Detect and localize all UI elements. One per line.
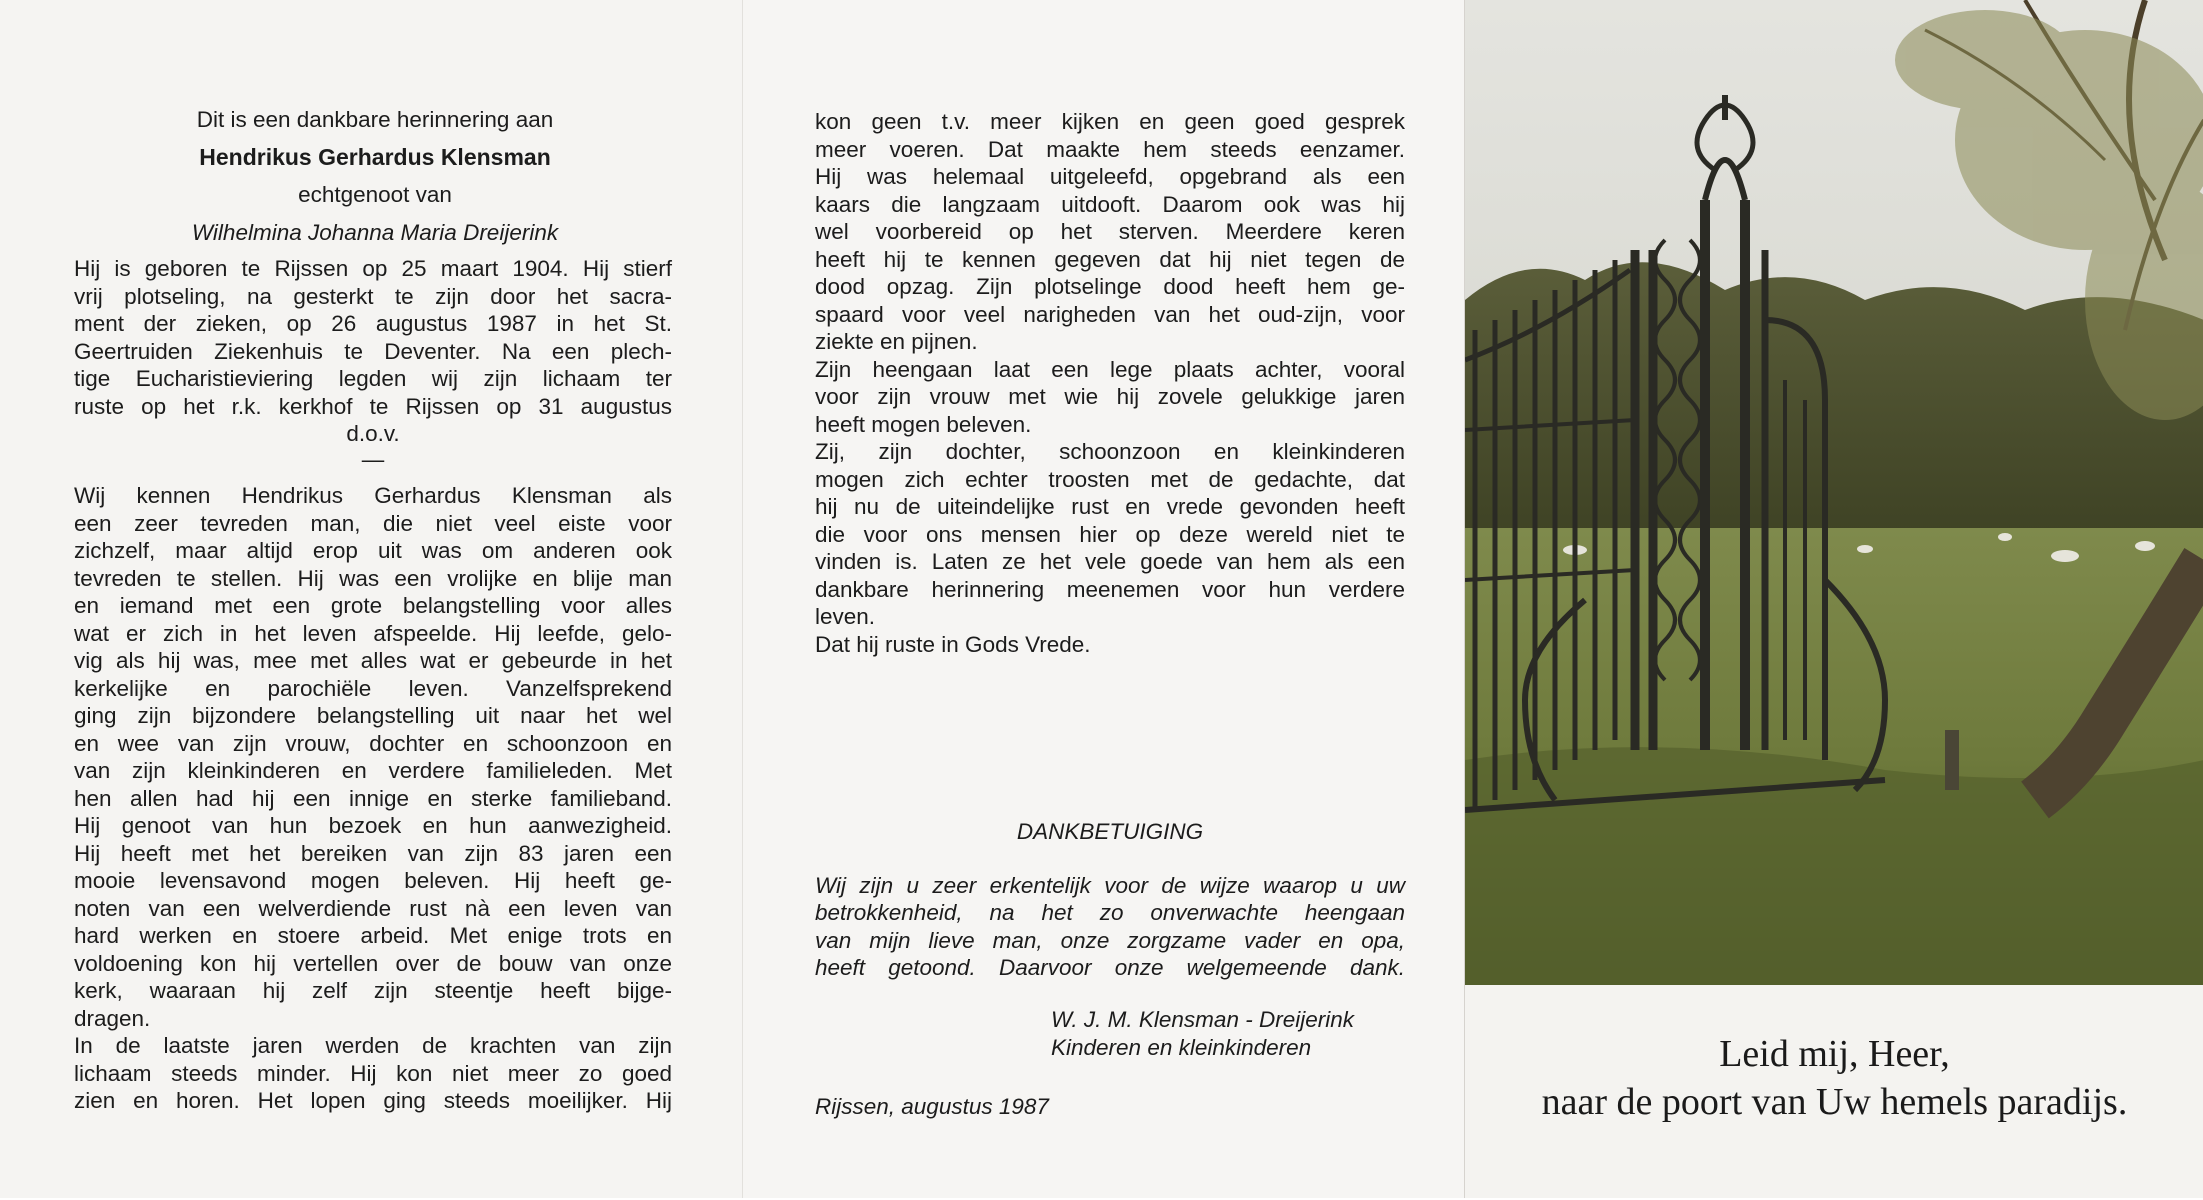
- tribute-line: Dat hij ruste in Gods Vrede.: [815, 631, 1091, 657]
- bio-line: ruste op het r.k. kerkhof te Rijssen op 31 augustus: [74, 393, 672, 419]
- biography-paragraph: [74, 255, 672, 472]
- spouse-name: Wilhelmina Johanna Maria Dreijerink: [191, 219, 559, 245]
- deceased-name: Hendrikus Gerhardus Klensman: [199, 143, 551, 170]
- tribute-line: wat er zich in het leven afspeelde. Hij leefde, gelo-: [74, 620, 672, 646]
- tribute-line: Zijn heengaan laat een lege plaats achter, vooral: [815, 356, 1405, 382]
- tribute-line: dood opzag. Zijn plotselinge dood heeft hem ge-: [815, 274, 1405, 299]
- tribute-line: voldoening kon hij vertellen over de bouw van onze: [74, 950, 672, 976]
- tribute-line: hij nu de uiteindelijke rust en vrede gevonden heeft: [815, 494, 1405, 519]
- tribute-line: dankbare herinnering meenemen voor hun verdere: [815, 576, 1405, 602]
- tribute-line: en wee van zijn vrouw, dochter en schoonzoon en: [74, 730, 672, 756]
- tribute-line: heeft mogen beleven.: [815, 411, 1032, 437]
- tribute-line: Hij genoot van hun bezoek en hun aanwezigheid.: [74, 813, 672, 838]
- tribute-line: mogen zich echter troosten met de gedachte, dat: [815, 466, 1405, 492]
- tribute-text-left: [74, 482, 672, 1115]
- bio-line: Geertruiden Ziekenhuis te Deventer. Na een plech-: [74, 338, 672, 364]
- tribute-line: hen allen had hij een innige en sterke familieband.: [74, 785, 672, 811]
- tribute-line: vinden is. Laten ze het vele goede van hem als een: [815, 549, 1405, 574]
- bio-line: ment der zieken, op 26 augustus 1987 in het St.: [74, 311, 672, 336]
- gate-photo: [1465, 0, 2203, 985]
- tribute-line: van zijn kleinkinderen en verdere familieleden. Met: [74, 758, 672, 783]
- signature-line: Kinderen en kleinkinderen: [1051, 1034, 1312, 1060]
- tribute-line: hard werken en stoere arbeid. Met enige trots en: [74, 923, 672, 948]
- tribute-line: Hij heeft met het bereiken van zijn 83 jaren een: [74, 840, 672, 866]
- tribute-line: vig als hij was, mee met alles wat er gebeurde in het: [74, 648, 672, 673]
- signature-block: [1051, 1006, 1411, 1061]
- tribute-line: zien en horen. Het lopen ging steeds moeilijker. Hij: [74, 1088, 672, 1113]
- right-panel: [1464, 0, 2203, 1198]
- tribute-line: ziekte en pijnen.: [815, 329, 978, 354]
- middle-panel: [742, 0, 1465, 1198]
- tribute-text-right: [815, 108, 1405, 658]
- fence-post: [1945, 730, 1959, 790]
- tribute-line: die voor ons mensen hier op deze wereld niet te: [815, 521, 1405, 547]
- dov-text: d.o.v.: [346, 421, 400, 446]
- verse-line: Leid mij, Heer,: [1719, 1033, 1950, 1075]
- acknowledgement-block: [815, 818, 1405, 982]
- signature-line: W. J. M. Klensman - Dreijerink: [1051, 1007, 1354, 1032]
- intro-text: Dit is een dankbare herinnering aan: [196, 107, 554, 132]
- tribute-line: tevreden te stellen. Hij was een vrolijke en blije man: [74, 565, 672, 591]
- tribute-line: noten van een welverdiende rust nà een leven van: [74, 895, 672, 921]
- tribute-line: lichaam steeds minder. Hij kon niet meer zo goed: [74, 1060, 672, 1086]
- card-header: [70, 106, 680, 246]
- tribute-line: ging zijn bijzondere belangstelling uit naar het wel: [74, 703, 672, 728]
- verse-line: naar de poort van Uw hemels paradijs.: [1541, 1081, 2128, 1123]
- tribute-line: kaars die langzaam uitdooft. Daarom ook was hij: [815, 191, 1405, 217]
- tribute-line: In de laatste jaren werden de krachten van zijn: [74, 1033, 672, 1058]
- tribute-line: Hij was helemaal uitgeleefd, opgebrand als een: [815, 164, 1405, 189]
- left-panel: [0, 0, 742, 1198]
- bio-line: vrij plotseling, na gesterkt te zijn door het sacra-: [74, 283, 672, 309]
- tribute-line: een zeer tevreden man, die niet veel eiste voor: [74, 510, 672, 536]
- acknowledgement-line: betrokkenheid, na het zo onverwachte heengaan: [815, 900, 1405, 925]
- place-date: Rijssen, augustus 1987: [815, 1094, 1049, 1119]
- tribute-line: wel voorbereid op het sterven. Meerdere keren: [815, 219, 1405, 244]
- tribute-line: mooie levensavond mogen beleven. Hij heeft ge-: [74, 868, 672, 893]
- acknowledgement-line: Wij zijn u zeer erkentelijk voor de wijze waarop u uw: [815, 872, 1405, 898]
- tribute-line: en iemand met een grote belangstelling voor alles: [74, 593, 672, 618]
- tribute-line: meer voeren. Dat maakte hem steeds eenzamer.: [815, 136, 1405, 162]
- tribute-line: Wij kennen Hendrikus Gerhardus Klensman als: [74, 483, 672, 508]
- acknowledgement-line: van mijn lieve man, onze zorgzame vader en opa,: [815, 927, 1405, 953]
- tribute-line: zichzelf, maar altijd erop uit was om anderen ook: [74, 538, 672, 563]
- spouse-intro: echtgenoot van: [298, 182, 452, 207]
- tribute-line: dragen.: [74, 1005, 151, 1031]
- tribute-line: spaard voor veel narigheden van het oud-zijn, voor: [815, 301, 1405, 327]
- acknowledgement-line: heeft getoond. Daarvoor onze welgemeende dank.: [815, 955, 1405, 980]
- tribute-line: kerk, waaraan hij zelf zijn steentje heeft bijge-: [74, 978, 672, 1003]
- tribute-line: kon geen t.v. meer kijken en geen goed gesprek: [815, 109, 1405, 134]
- tribute-line: Zij, zijn dochter, schoonzoon en kleinkinderen: [815, 439, 1405, 464]
- bio-line: tige Eucharistieviering legden wij zijn lichaam ter: [74, 366, 672, 391]
- tribute-line: voor zijn vrouw met wie hij zovele gelukkige jaren: [815, 384, 1405, 409]
- acknowledgement-title: DANKBETUIGING: [1016, 819, 1204, 844]
- tribute-line: kerkelijke en parochiële leven. Vanzelfsprekend: [74, 675, 672, 701]
- verse-caption: [1465, 1030, 2203, 1126]
- tribute-line: heeft hij te kennen gegeven dat hij niet tegen de: [815, 246, 1405, 272]
- tribute-line: leven.: [815, 604, 876, 629]
- bio-line: Hij is geboren te Rijssen op 25 maart 1904. Hij stierf: [74, 256, 672, 281]
- divider-dash: —: [361, 446, 385, 472]
